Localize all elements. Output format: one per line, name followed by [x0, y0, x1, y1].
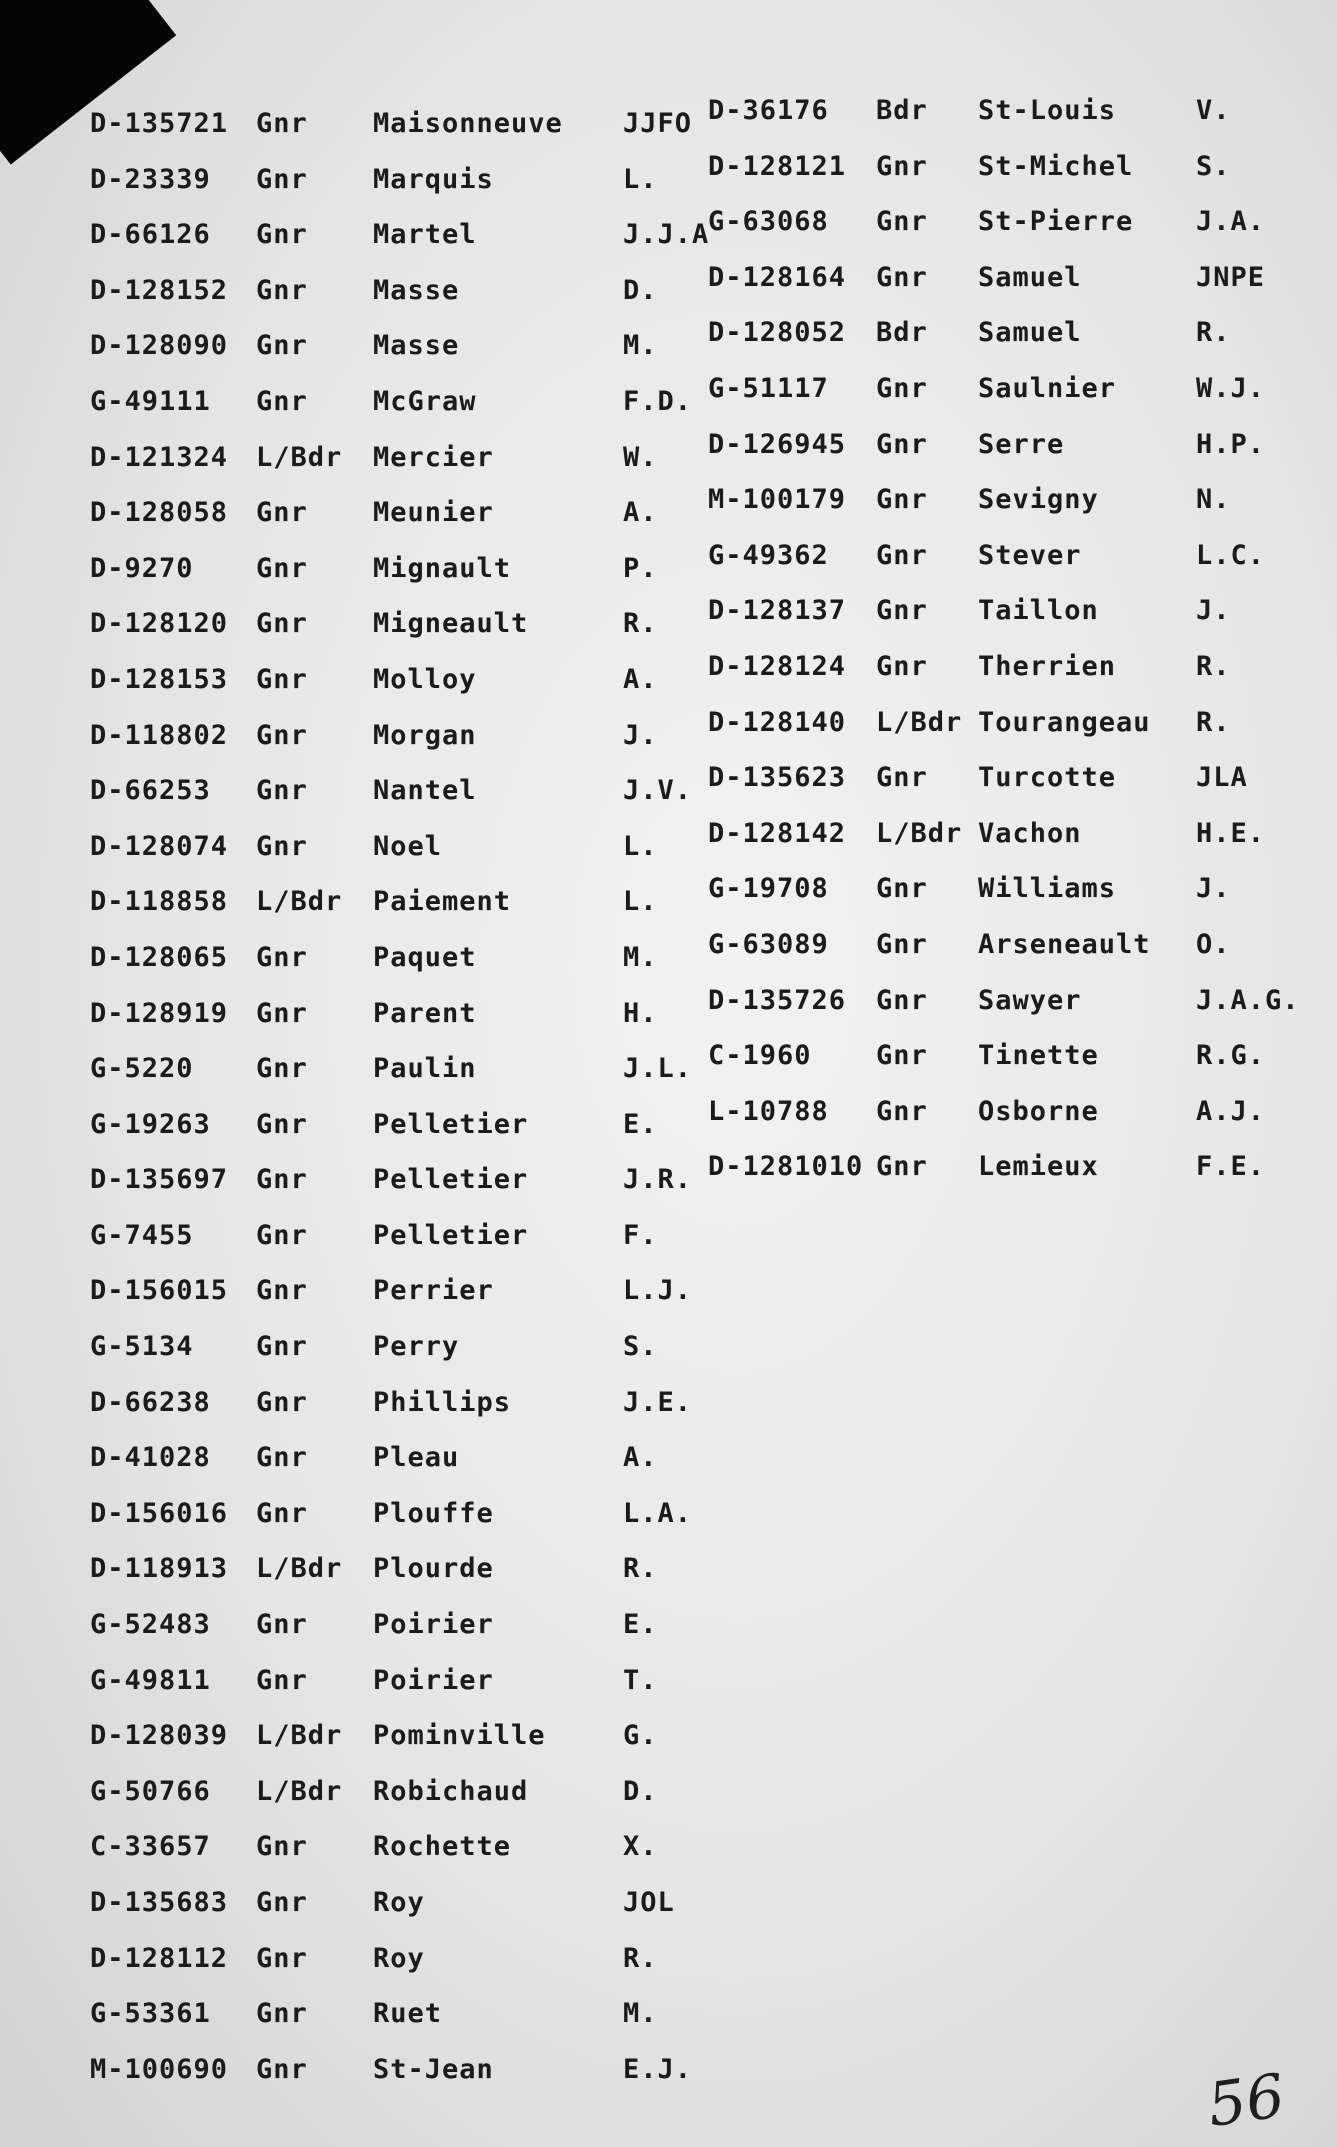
- service-number: G-5220: [90, 1053, 194, 1085]
- service-number: D-128052: [708, 317, 847, 349]
- service-number: D-41028: [90, 1442, 211, 1474]
- service-number: D-128058: [90, 497, 229, 529]
- initials: R.: [623, 608, 658, 640]
- service-number: G-50766: [90, 1775, 211, 1807]
- rank: Gnr: [876, 372, 928, 404]
- surname: Mignault: [373, 552, 512, 584]
- initials: M.: [623, 330, 658, 362]
- rank: Gnr: [256, 1275, 308, 1307]
- rank: Gnr: [876, 1151, 928, 1183]
- initials: J.: [1196, 873, 1231, 905]
- initials: J.L.: [623, 1053, 693, 1085]
- rank: Gnr: [256, 1664, 308, 1696]
- rank: Gnr: [256, 1108, 308, 1140]
- service-number: G-49811: [90, 1664, 211, 1696]
- surname: Tinette: [978, 1040, 1099, 1072]
- initials: J.E.: [623, 1386, 693, 1418]
- rank: Gnr: [256, 219, 308, 251]
- initials: O.: [1196, 928, 1231, 960]
- initials: E.: [623, 1108, 658, 1140]
- rank: Gnr: [256, 1219, 308, 1251]
- rank: Gnr: [876, 261, 928, 293]
- service-number: G-7455: [90, 1219, 194, 1251]
- service-number: D-128124: [708, 650, 847, 682]
- initials: JJFO: [623, 108, 693, 139]
- surname: Samuel: [978, 317, 1082, 349]
- rank: L/Bdr: [256, 1720, 343, 1752]
- surname: Sevigny: [978, 484, 1099, 516]
- initials: R.: [1196, 650, 1231, 682]
- initials: W.: [623, 441, 658, 473]
- service-number: D-128164: [708, 261, 847, 293]
- surname: Ruet: [373, 1998, 443, 2030]
- initials: A.: [623, 663, 658, 695]
- surname: Roy: [373, 1942, 425, 1974]
- rank: Gnr: [256, 1831, 308, 1863]
- rank: Gnr: [876, 1040, 928, 1072]
- surname: Therrien: [978, 650, 1117, 682]
- service-number: D-66253: [90, 775, 211, 807]
- rank: L/Bdr: [256, 886, 343, 918]
- service-number: G-63068: [708, 206, 829, 238]
- initials: M.: [623, 1998, 658, 2030]
- initials: R.G.: [1196, 1040, 1266, 1072]
- initials: D.: [623, 274, 658, 306]
- rank: Gnr: [256, 1998, 308, 2030]
- service-number: D-128074: [90, 830, 229, 862]
- initials: X.: [623, 1831, 658, 1863]
- service-number: D-128153: [90, 663, 229, 695]
- rank: Gnr: [256, 1053, 308, 1085]
- initials: J.A.G.: [1196, 984, 1300, 1016]
- surname: Masse: [373, 274, 460, 306]
- initials: R.: [623, 1553, 658, 1585]
- initials: E.: [623, 1609, 658, 1641]
- service-number: D-135721: [90, 108, 229, 139]
- initials: T.: [623, 1664, 658, 1696]
- initials: H.P.: [1196, 428, 1266, 460]
- rank: Gnr: [876, 650, 928, 682]
- rank: Gnr: [256, 274, 308, 306]
- service-number: D-36176: [708, 95, 829, 126]
- surname: Parent: [373, 997, 477, 1029]
- rank: L/Bdr: [256, 1553, 343, 1585]
- surname: Mercier: [373, 441, 494, 473]
- rank: Gnr: [876, 762, 928, 794]
- rank: Gnr: [256, 1442, 308, 1474]
- surname: Roy: [373, 1887, 425, 1918]
- service-number: D-66126: [90, 219, 211, 251]
- rank: Gnr: [876, 539, 928, 571]
- service-number: D-128121: [708, 150, 847, 182]
- rank: Gnr: [256, 663, 308, 695]
- service-number: D-135726: [708, 984, 847, 1016]
- service-number: D-66238: [90, 1386, 211, 1418]
- page-number: 56: [1203, 2061, 1289, 2141]
- surname: Taillon: [978, 595, 1099, 627]
- service-number: D-118858: [90, 886, 229, 918]
- surname: Plourde: [373, 1553, 494, 1585]
- surname: St-Michel: [978, 150, 1134, 182]
- service-number: D-135683: [90, 1887, 229, 1918]
- surname: Maisonneuve: [373, 108, 563, 139]
- rank: Gnr: [256, 719, 308, 751]
- surname: Lemieux: [978, 1151, 1099, 1183]
- surname: Poirier: [373, 1664, 494, 1696]
- surname: Rochette: [373, 1831, 512, 1863]
- service-number: G-51117: [708, 372, 829, 404]
- surname: Noel: [373, 830, 443, 862]
- surname: Saulnier: [978, 372, 1117, 404]
- service-number: D-128120: [90, 608, 229, 640]
- surname: Turcotte: [978, 762, 1117, 794]
- service-number: D-128919: [90, 997, 229, 1029]
- surname: Marquis: [373, 163, 494, 195]
- surname: Meunier: [373, 497, 494, 529]
- service-number: G-49362: [708, 539, 829, 571]
- service-number: D-135623: [708, 762, 847, 794]
- initials: V.: [1196, 95, 1231, 126]
- service-number: D-1281010: [708, 1151, 864, 1183]
- service-number: D-128152: [90, 274, 229, 306]
- initials: H.E.: [1196, 817, 1266, 849]
- initials: A.: [623, 1442, 658, 1474]
- initials: J.A.: [1196, 206, 1266, 238]
- surname: Pelletier: [373, 1108, 529, 1140]
- rank: Gnr: [256, 1497, 308, 1529]
- surname: Vachon: [978, 817, 1082, 849]
- rank: L/Bdr: [876, 706, 963, 738]
- surname: Samuel: [978, 261, 1082, 293]
- surname: St-Pierre: [978, 206, 1134, 238]
- initials: J.: [623, 719, 658, 751]
- surname: Paulin: [373, 1053, 477, 1085]
- service-number: D-128142: [708, 817, 847, 849]
- service-number: D-156015: [90, 1275, 229, 1307]
- rank: Gnr: [256, 1609, 308, 1641]
- service-number: D-126945: [708, 428, 847, 460]
- initials: W.J.: [1196, 372, 1266, 404]
- surname: Serre: [978, 428, 1065, 460]
- rank: Gnr: [256, 497, 308, 529]
- rank: Gnr: [256, 608, 308, 640]
- initials: F.D.: [623, 385, 693, 417]
- initials: J.J.A: [623, 219, 710, 251]
- initials: H.: [623, 997, 658, 1029]
- service-number: D-128137: [708, 595, 847, 627]
- surname: Pelletier: [373, 1219, 529, 1251]
- service-number: D-128140: [708, 706, 847, 738]
- initials: L.J.: [623, 1275, 693, 1307]
- initials: R.: [623, 1942, 658, 1974]
- initials: E.J.: [623, 2053, 693, 2085]
- initials: L.: [623, 830, 658, 862]
- rank: L/Bdr: [256, 1775, 343, 1807]
- surname: Poirier: [373, 1609, 494, 1641]
- surname: Paquet: [373, 941, 477, 973]
- initials: S.: [1196, 150, 1231, 182]
- service-number: D-128112: [90, 1942, 229, 1974]
- rank: Gnr: [256, 1386, 308, 1418]
- initials: R.: [1196, 706, 1231, 738]
- rank: Gnr: [256, 108, 308, 139]
- initials: F.E.: [1196, 1151, 1266, 1183]
- surname: Osborne: [978, 1095, 1099, 1127]
- rank: Bdr: [876, 95, 928, 126]
- service-number: C-33657: [90, 1831, 211, 1863]
- rank: Gnr: [876, 428, 928, 460]
- rank: Gnr: [256, 2053, 308, 2085]
- initials: P.: [623, 552, 658, 584]
- surname: Phillips: [373, 1386, 512, 1418]
- surname: Martel: [373, 219, 477, 251]
- surname: Pominville: [373, 1720, 546, 1752]
- initials: L.: [623, 886, 658, 918]
- service-number: D-128065: [90, 941, 229, 973]
- initials: N.: [1196, 484, 1231, 516]
- initials: L.: [623, 163, 658, 195]
- initials: S.: [623, 1331, 658, 1363]
- initials: J.R.: [623, 1164, 693, 1196]
- surname: Stever: [978, 539, 1082, 571]
- initials: L.A.: [623, 1497, 693, 1529]
- initials: J.V.: [623, 775, 693, 807]
- rank: Gnr: [256, 552, 308, 584]
- rank: Bdr: [876, 317, 928, 349]
- rank: L/Bdr: [876, 817, 963, 849]
- surname: St-Louis: [978, 95, 1117, 126]
- service-number: G-5134: [90, 1331, 194, 1363]
- surname: St-Jean: [373, 2053, 494, 2085]
- service-number: G-53361: [90, 1998, 211, 2030]
- service-number: D-121324: [90, 441, 229, 473]
- service-number: L-10788: [708, 1095, 829, 1127]
- rank: Gnr: [256, 1331, 308, 1363]
- surname: Arseneault: [978, 928, 1151, 960]
- initials: M.: [623, 941, 658, 973]
- service-number: D-128039: [90, 1720, 229, 1752]
- initials: JLA: [1196, 762, 1248, 794]
- rank: Gnr: [876, 1095, 928, 1127]
- rank: Gnr: [256, 385, 308, 417]
- initials: R.: [1196, 317, 1231, 349]
- initials: J.: [1196, 595, 1231, 627]
- surname: Nantel: [373, 775, 477, 807]
- rank: Gnr: [256, 830, 308, 862]
- rank: Gnr: [876, 928, 928, 960]
- rank: Gnr: [876, 206, 928, 238]
- surname: Perrier: [373, 1275, 494, 1307]
- surname: Morgan: [373, 719, 477, 751]
- initials: JOL: [623, 1887, 675, 1918]
- service-number: G-63089: [708, 928, 829, 960]
- service-number: D-135697: [90, 1164, 229, 1196]
- surname: Perry: [373, 1331, 460, 1363]
- surname: Migneault: [373, 608, 529, 640]
- rank: Gnr: [256, 1164, 308, 1196]
- rank: Gnr: [256, 330, 308, 362]
- rank: Gnr: [876, 873, 928, 905]
- rank: Gnr: [256, 775, 308, 807]
- service-number: D-118802: [90, 719, 229, 751]
- surname: Pelletier: [373, 1164, 529, 1196]
- rank: Gnr: [256, 941, 308, 973]
- rank: L/Bdr: [256, 441, 343, 473]
- service-number: D-9270: [90, 552, 194, 584]
- initials: D.: [623, 1775, 658, 1807]
- rank: Gnr: [876, 984, 928, 1016]
- initials: F.: [623, 1219, 658, 1251]
- surname: Pleau: [373, 1442, 460, 1474]
- surname: Williams: [978, 873, 1117, 905]
- service-number: C-1960: [708, 1040, 812, 1072]
- surname: McGraw: [373, 385, 477, 417]
- initials: A.J.: [1196, 1095, 1266, 1127]
- service-number: D-156016: [90, 1497, 229, 1529]
- service-number: D-128090: [90, 330, 229, 362]
- service-number: G-49111: [90, 385, 211, 417]
- surname: Tourangeau: [978, 706, 1151, 738]
- rank: Gnr: [876, 484, 928, 516]
- surname: Sawyer: [978, 984, 1082, 1016]
- service-number: D-118913: [90, 1553, 229, 1585]
- service-number: G-19263: [90, 1108, 211, 1140]
- rank: Gnr: [256, 163, 308, 195]
- rank: Gnr: [256, 997, 308, 1029]
- punch-hole: [65, 62, 103, 100]
- initials: A.: [623, 497, 658, 529]
- surname: Robichaud: [373, 1775, 529, 1807]
- service-number: G-52483: [90, 1609, 211, 1641]
- initials: G.: [623, 1720, 658, 1752]
- rank: Gnr: [876, 595, 928, 627]
- service-number: G-19708: [708, 873, 829, 905]
- rank: Gnr: [256, 1942, 308, 1974]
- rank: Gnr: [876, 150, 928, 182]
- service-number: M-100179: [708, 484, 847, 516]
- surname: Masse: [373, 330, 460, 362]
- initials: JNPE: [1196, 261, 1266, 293]
- service-number: M-100690: [90, 2053, 229, 2085]
- surname: Paiement: [373, 886, 512, 918]
- service-number: D-23339: [90, 163, 211, 195]
- surname: Plouffe: [373, 1497, 494, 1529]
- surname: Molloy: [373, 663, 477, 695]
- initials: L.C.: [1196, 539, 1266, 571]
- rank: Gnr: [256, 1887, 308, 1918]
